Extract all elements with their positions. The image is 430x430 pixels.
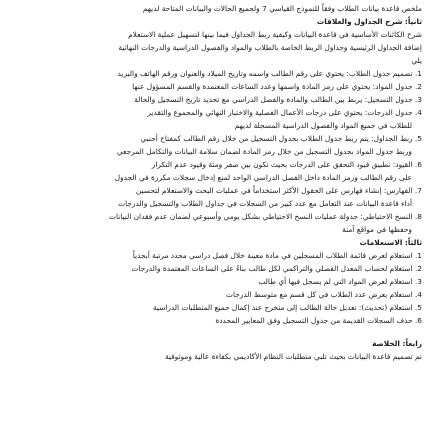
text-line: أداء قاعدة البيانات عند التعامل مع عدد كبير من السجلات في جداول الطلاب والتسجيل والدرجات [118, 199, 412, 208]
text-line: وحفظها في مواقع آمنة [342, 225, 412, 234]
section-heading: رابعاً: الخلاصة [372, 339, 422, 348]
list-item: 8. النسخ الاحتياطي: جدولة عمليات النسخ الاحتياطي بشكل يومي وأسبوعي لضمان عدم فقدان البيانات [108, 212, 422, 221]
text-line: شرح الكائنات الأساسية في قاعدة البيانات وكيفية ربط الجداول فيما بينها لتسهيل عملية الاستعلام [128, 30, 422, 39]
list-item: 1. استعلام لعرض قائمة الطلاب المسجلين في مادة معينة خلال فصل دراسي محدد مرتبة أبجدياً [132, 251, 422, 260]
list-item: 3. جدول التسجيل: يربط بين الطالب والمادة والفصل الدراسي مع تحديد تاريخ التسجيل والحالة [134, 95, 422, 104]
text-line: يلي [411, 56, 422, 65]
list-item: 7. الفهارس: إنشاء فهارس على الحقول الأكثر استخداماً في عمليات البحث والاستعلام لتحسين [135, 186, 422, 195]
text-line: وربط جدول المواد بجدول التسجيل من خلال رمز المادة لضمان سلامة البيانات والتكامل المرجعي [116, 147, 412, 156]
list-item: 4. جدول الدرجات: يحتوي على درجات الأعمال الفصلية والاختبار النهائي والمجموع والتقدير [147, 108, 422, 117]
list-item: 5. ربط الجداول: يتم ربط جدول الطلاب بجدول التسجيل من خلال رقم الطالب كمفتاح أجنبي [140, 134, 422, 143]
text-line: إضافة الجداول الرئيسية وجداول الربط الخاصة بالطلاب والمواد والفصول الدراسية والدرجات النهائية [118, 43, 422, 52]
list-item: 2. جدول المواد: يحتوي على رمز المادة واسمها وعدد الساعات المعتمدة والقسم المسؤول عنها [132, 82, 422, 91]
document-body-bottom [4, 337, 422, 363]
list-item: 3. استعلام لعرض المواد التي لم يسجل فيها أي طالب [258, 277, 422, 286]
text-line: على رقم الطالب ورمز المادة داخل الفصل الدراسي الواحد لمنع إدخال سجلات مكررة في الجدول [114, 173, 412, 182]
text-line: ملخص قاعدة بيانات الطلاب وفقاً للنموذج القياسي 7 ولجميع الحالات والبيانات المتاحة لديهم [142, 4, 422, 13]
list-item: 2. استعلام لحساب المعدل الفصلي والتراكمي لكل طالب بناءً على الساعات المعتمدة والدرجات [131, 264, 422, 273]
list-item: 4. استعلام يعرض عدد الطلاب في كل قسم مع متوسط الدرجات [225, 290, 422, 299]
section-heading: ثالثاً: الاستعلامات [359, 238, 422, 247]
paragraph-gap [4, 327, 422, 337]
text-line: للطلاب في جميع المواد والفصول الدراسية المسجلة لديهم [234, 121, 412, 130]
list-item: 1. تصميم جدول الطلاب: يحتوي على رقم الطالب واسمه وتاريخ الميلاد والعنوان ورقم الهاتف والبريد [117, 69, 422, 78]
section-heading: ثانياً: شرح الجداول والعلاقات [316, 17, 422, 26]
text-line: تم تصميم قاعدة البيانات بحيث تلبي متطلبات النظام الأكاديمي بكفاءة عالية وموثوقية [164, 352, 422, 361]
list-item: 6. القيود: تطبيق قيود التحقق على الدرجات بحيث تكون بين صفر ومئة وقيود عدم التكرار [151, 160, 422, 169]
document-body-top [4, 2, 422, 327]
list-item: 6. حذف السجلات القديمة من جدول التسجيل وفق المعايير المحددة [215, 316, 422, 325]
list-item: 5. استعلام (تحديث): تعديل حالة الطالب إلى متخرج عند إكمال جميع المتطلبات الدراسية [152, 303, 422, 312]
